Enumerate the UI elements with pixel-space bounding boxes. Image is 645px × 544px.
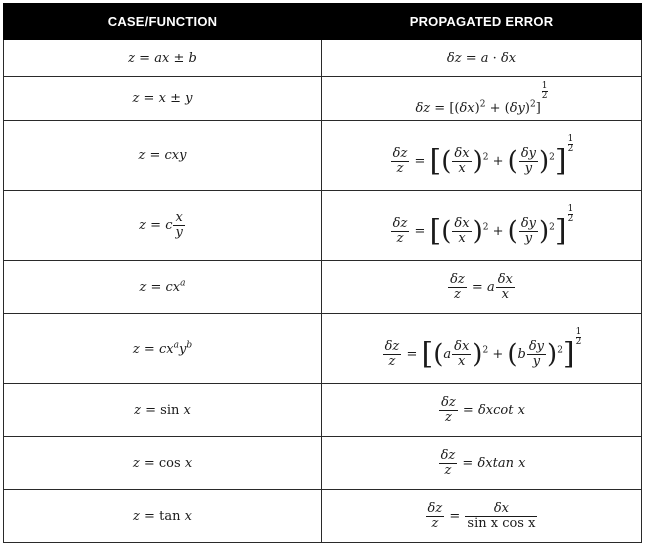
table-row: [4, 121, 642, 191]
case-formula: z = sin x: [134, 402, 191, 418]
error-formula: δz = a · δx: [446, 50, 517, 66]
case-cell: [4, 261, 322, 314]
header-case-function: CASE/FUNCTION: [4, 4, 322, 40]
error-formula: $\frac{\delta z}{z}$ = δxtan x: [440, 447, 526, 478]
error-formula: $\frac{\delta z}{z}$ = [( $\frac{\delta x}{x}$ )$^2$ + ( $\frac{\delta y}{y}$ )$^2$] $\frac{1}{2}$: [392, 133, 574, 179]
case-formula: z = ax ± b: [128, 50, 197, 66]
table-row: [4, 40, 642, 77]
header-propagated-error: PROPAGATED ERROR: [322, 4, 642, 40]
error-formula: $\frac{\delta z}{z}$ = $\frac{\delta x}{\text{sin x cos x}}$: [427, 500, 536, 531]
error-formula: $\frac{\delta z}{z}$ = [( $\frac{\delta x}{x}$ )$^2$ + ( $\frac{\delta y}{y}$ )$^2$] $\frac{1}{2}$: [392, 203, 574, 249]
table-row: [4, 77, 642, 121]
error-cell: [322, 384, 642, 437]
case-cell: [4, 384, 322, 437]
error-cell: [322, 490, 642, 543]
case-cell: [4, 314, 322, 384]
header-row: [4, 4, 642, 40]
propagated-error-table: [3, 3, 642, 543]
case-formula: z = tan x: [133, 508, 192, 524]
case-cell: [4, 191, 322, 261]
table-row: [4, 384, 642, 437]
case-cell: [4, 437, 322, 490]
error-formula: $\frac{\delta z}{z}$ = a $\frac{\delta x}{x}$: [450, 271, 513, 302]
exponent-half: $\frac{1}{2}$: [567, 133, 574, 154]
exponent-half: $\frac{1}{2}$: [541, 80, 548, 101]
exponent-half: $\frac{1}{2}$: [567, 203, 574, 224]
case-formula: $z = cx^ay^b$: [132, 340, 193, 357]
error-cell: [322, 121, 642, 191]
error-cell: [322, 191, 642, 261]
case-cell: [4, 40, 322, 77]
exponent-half: $\frac{1}{2}$: [575, 326, 582, 347]
case-formula: z = x ± y: [132, 91, 193, 106]
error-formula: $\frac{\delta z}{z}$ = δxcot x: [441, 394, 525, 425]
error-cell: [322, 40, 642, 77]
case-formula: $z = cx^a$: [139, 278, 186, 296]
case-formula: z = c $\frac{x}{y}$: [139, 210, 183, 240]
table-row: [4, 437, 642, 490]
error-cell: [322, 314, 642, 384]
error-formula: $\delta z = [(\delta x)^2 + (\delta y)^2]$ $\frac{1}{2}$: [415, 80, 548, 116]
table-row: [4, 314, 642, 384]
error-cell: [322, 77, 642, 121]
case-formula: z = cos x: [132, 455, 193, 471]
error-formula: $\frac{\delta z}{z}$ = [(a $\frac{\delta x}{x}$ )$^2$ + (b $\frac{\delta y}{y}$ )$^2$] $\frac{1}{2}$: [384, 326, 582, 372]
case-cell: [4, 77, 322, 121]
case-formula: z = cxy: [138, 148, 187, 163]
table-row: [4, 490, 642, 543]
table-row: [4, 191, 642, 261]
table-row: [4, 261, 642, 314]
case-cell: [4, 490, 322, 543]
error-cell: [322, 437, 642, 490]
case-cell: [4, 121, 322, 191]
error-cell: [322, 261, 642, 314]
